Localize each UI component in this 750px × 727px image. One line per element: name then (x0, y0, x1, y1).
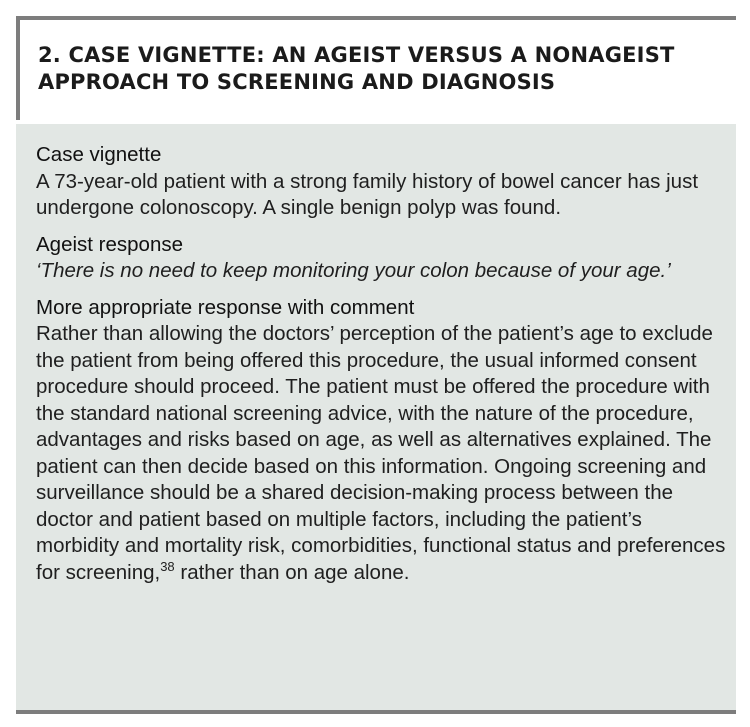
section-appropriate-response (36, 295, 726, 587)
section-text-part: rather than on age alone. (174, 560, 410, 584)
section-case-vignette (36, 142, 726, 222)
reference-superscript[interactable]: 38 (160, 558, 175, 574)
case-vignette-box (16, 16, 736, 716)
section-heading: Case vignette (36, 143, 162, 166)
body-panel (16, 124, 736, 710)
box-title: 2. CASE VIGNETTE: AN AGEIST VERSUS A NONAGEIST APPROACH TO SCREENING AND DIAGNOSIS (38, 43, 675, 94)
title-band (16, 20, 736, 120)
section-text (36, 321, 726, 586)
bottom-rule (16, 710, 736, 714)
section-quote: ‘There is no need to keep monitoring your colon because of your age.’ (36, 259, 671, 282)
section-ageist-response (36, 232, 726, 285)
section-heading: More appropriate response with comment (36, 295, 415, 319)
section-text-part: Rather than allowing the doctors’ perception of the patient’s age to exclude the patient from being offered this procedure, the usual informed consent procedure should proceed. The patient must be offered the procedure with the standard national screening advice, with the nature of the procedure, advantages and risks based on age, as well as alternatives explained. The patient can then decide based on this information. Ongoing screening and surveillance should be a shared decision-making process between the doctor and patient based on multiple factors, including the patient’s morbidity and mortality risk, comorbidities, functional status and preferences for screening, (36, 322, 726, 584)
section-heading: Ageist response (36, 232, 184, 256)
section-text: A 73-year-old patient with a strong family history of bowel cancer has just undergone colonoscopy. A single benign polyp was found. (36, 169, 699, 219)
content (36, 142, 726, 586)
